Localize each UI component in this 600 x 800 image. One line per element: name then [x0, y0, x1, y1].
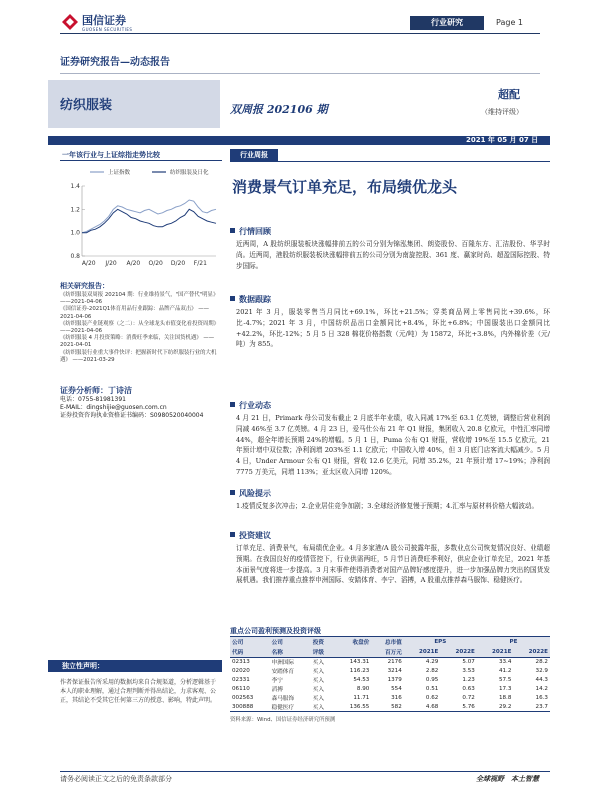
- table-cell: 1379: [387, 677, 402, 683]
- table-cell: 0.62: [425, 695, 439, 701]
- table-cell: 554: [391, 686, 402, 692]
- table-cell: 1.23: [462, 677, 475, 683]
- table-header: 2021E: [404, 647, 441, 658]
- table-row: [230, 685, 550, 694]
- table-header: 公司: [270, 637, 311, 648]
- table-cell: 买入: [312, 669, 324, 675]
- table-header: EPS: [404, 637, 477, 648]
- table-cell: 4.68: [404, 703, 441, 712]
- table-header: 收盘价: [335, 637, 372, 648]
- table-cell: 0.63: [462, 686, 475, 692]
- y-tick-label: 0.8: [70, 253, 80, 260]
- footer-divider: [60, 771, 550, 772]
- rating: 超配: [498, 88, 520, 101]
- table-cell: 16.3: [535, 695, 548, 701]
- table-header: 名称: [270, 647, 311, 658]
- table-cell: 316: [391, 695, 402, 701]
- table-row: [230, 703, 550, 712]
- type-tag: 行业周报: [230, 149, 278, 161]
- table-cell: 2.82: [425, 668, 439, 674]
- section-body: 1.疫情反复多次冲击；2.企业居住竞争加剧；3.全球经济修复慢于预期；4.汇率与原材料价格大幅波动。: [236, 502, 539, 510]
- section-investment-advice: [230, 530, 550, 586]
- table-cell: 17.3: [498, 686, 512, 692]
- table-cell: 3.53: [462, 668, 475, 674]
- analyst-email[interactable]: E-MAIL：dingshijie@guosen.com.cn: [60, 404, 167, 411]
- table-cell: 0.51: [425, 686, 439, 692]
- table-cell: 136.55: [335, 703, 372, 712]
- logo-name-en: GUOSEN SECURITIES: [82, 27, 133, 32]
- table-cell: 02020: [232, 668, 250, 674]
- sector-name: 纺织服装: [60, 98, 113, 113]
- table-cell: 33.4: [498, 659, 512, 666]
- related-reports-list: [60, 292, 222, 364]
- table-header: 总市值: [371, 637, 403, 648]
- table-cell: 5.76: [440, 703, 477, 712]
- table-cell: 买入: [311, 703, 335, 712]
- x-tick-label: A/20: [81, 260, 96, 267]
- x-tick-label: J/20: [105, 260, 117, 267]
- related-report[interactable]: 《国信证券-2021Q1体育用品行业跟踪：品牌产品双击》 ——2021-04-06: [60, 306, 210, 320]
- section-divider: [60, 73, 540, 74]
- table-header-row: [230, 647, 550, 658]
- report-type: 证券研究报告—动态报告: [60, 57, 170, 68]
- table-cell: 54.53: [353, 677, 370, 683]
- table-cell: 28.2: [535, 659, 548, 666]
- bullet-icon: [230, 228, 235, 233]
- table-cell: 申洲国际: [271, 660, 294, 667]
- related-report[interactable]: 《纺织服装产业链观察（之二）：从全球龙头市值变化看投资周期》 ——2021-04-06: [60, 320, 221, 335]
- table-header: 2022E: [440, 647, 477, 658]
- table-row: [230, 658, 550, 667]
- table-cell: 买入: [312, 678, 324, 684]
- y-tick-label: 1.4: [70, 183, 80, 190]
- table-cell: 11.71: [353, 695, 370, 701]
- table-cell: 06110: [232, 686, 250, 692]
- logo-name: 国信证券: [82, 14, 126, 27]
- analyst-phone: 电话：0755-81981391: [60, 396, 126, 403]
- section-body: 近两周，A 股纺织服装板块涨幅排前五的公司分别为锦泓集团、朗姿股份、百隆东方、汇洁股份、华孚时尚。近两周，港股纺织服装板块涨幅排前五的公司分别为南旋控股、361 度、赢家时尚、超盈国际控股、特步国际。: [236, 240, 550, 270]
- disclaimer-text: 作者保证报告所采用的数据均来自合规渠道，分析逻辑基于本人的职业理解，通过合理判断并得出结论，力求客观、公正，其结论不受其它任何第三方的授意、影响，特此声明。: [60, 679, 217, 704]
- related-reports-title: 相关研究报告：: [60, 282, 109, 290]
- table-header: 百万元: [371, 647, 403, 658]
- section-title: 行情回顾: [230, 226, 550, 237]
- table-title: 重点公司盈利预测及投资评级: [230, 627, 321, 635]
- bullet-icon: [230, 402, 235, 407]
- table-cell: 14.2: [535, 686, 548, 692]
- analyst-info: [60, 386, 222, 420]
- table-header: 2021E: [477, 647, 514, 658]
- table-row: [230, 667, 550, 676]
- y-tick-label: 1.0: [70, 229, 80, 237]
- table-cell: 8.90: [356, 686, 370, 692]
- table-row: [230, 676, 550, 685]
- header-divider: [60, 33, 540, 34]
- forecast-table: [230, 636, 550, 712]
- table-cell: 44.3: [535, 677, 548, 683]
- table-cell: 0.95: [425, 677, 439, 683]
- section-risks: [230, 488, 550, 512]
- x-tick-label: D/20: [170, 260, 186, 267]
- table-cell: 116.23: [349, 668, 370, 674]
- legend-label: 纺织服装及日化: [170, 170, 209, 176]
- chart-title: 一年该行业与上证综指走势比较: [62, 150, 160, 159]
- legend-label: 上证指数: [108, 170, 131, 176]
- section-title: 风险提示: [230, 488, 550, 499]
- related-report[interactable]: 《纺织服装双周报 202104 期：行业维持景气，"国产替代"明显》 ——2021-04-06: [60, 292, 221, 306]
- section-title: 投资建议: [230, 530, 550, 541]
- section-data-tracking: [230, 294, 550, 350]
- section-body: 4 月 21 日，Primark 母公司发布截止 2 月底半年业绩，收入同减 17%至 63.1 亿英镑，调整后营业利润同减 46%至 3.7 亿英镑。4 月 23 日，爱马仕公布 21 年 Q1 财报，集团收入 20.8 亿欧元，中性汇率同增 44%，超全年增长预期 24%的增幅。5 月 1 日，Puma 公布 Q1 财报，营收增 19%至 15.5 亿欧元，21 年预计增中双位数；净利润增 203%至 1.1 亿欧元；中国收入增 40%，但 3 月底门店客流大幅减少。5 月 4 日，Under Armour 公布 Q1 财报，营收 12.6 亿美元，同增 35.2%，21 年预计增 17~19%；净利润 7775 万美元，同增 113%；亚太区收入同增 120%。: [236, 414, 550, 476]
- series-line: [82, 209, 216, 232]
- table-cell: 3214: [387, 668, 402, 674]
- table-cell: 18.8: [498, 695, 512, 701]
- section-industry-news: [230, 400, 550, 478]
- report-title: 双周报 202106 期: [230, 103, 328, 116]
- table-cell: 森马服饰: [271, 696, 294, 702]
- table-cell: 2176: [387, 659, 402, 666]
- section-title: 数据跟踪: [230, 294, 550, 305]
- table-cell: 李宁: [271, 678, 283, 684]
- table-source: 资料来源：Wind、国信证券经济研究所预测: [230, 717, 336, 723]
- series-line: [82, 200, 216, 233]
- index-comparison-chart: [60, 164, 222, 272]
- footer-disclaimer: 请务必阅读正文之后的免责条款部分: [60, 775, 172, 783]
- logo-icon: [60, 12, 80, 32]
- y-tick-label: 1.2: [70, 206, 80, 214]
- table-header: 2022E: [513, 647, 550, 658]
- table-cell: 23.7: [513, 703, 550, 712]
- table-cell: 买入: [312, 660, 324, 667]
- table-cell: 买入: [312, 687, 324, 693]
- logo: [60, 12, 170, 42]
- table-cell: 买入: [312, 696, 324, 702]
- related-report[interactable]: 《纺织服装行业重大事件快评：把握新时代下纺织服装行业的大机遇》 ——2021-03-29: [60, 349, 217, 363]
- table-cell: 002563: [232, 695, 254, 701]
- table-header: 代码: [230, 647, 270, 658]
- x-tick-label: A/20: [126, 260, 141, 267]
- related-report[interactable]: 《纺织服装 4 月投资策略：消费旺季来临，关注国货机遇》 ——2021-04-01: [60, 335, 215, 349]
- table-cell: 41.2: [498, 668, 512, 674]
- table-cell: 稳健医疗: [270, 703, 311, 712]
- headline: 消费景气订单充足，布局绩优龙头: [232, 178, 458, 196]
- table-cell: 4.29: [425, 659, 439, 666]
- table-header: [335, 647, 372, 658]
- report-date: 2021 年 05 月 07 日: [466, 136, 539, 144]
- footer-slogan: 全球视野 本土智慧: [476, 774, 539, 783]
- table-cell: 0.72: [462, 695, 475, 701]
- bullet-icon: [230, 490, 235, 495]
- section-body: 2021 年 3 月，服装零售当月同比+69.1%，环比+21.5%；穿类商品网上零售同比+39.6%，环比-4.7%；2021 年 3 月，中国纺织品出口金额同比+8.4%，环比+6.8%；中国服装出口金额同比+42.2%，环比-12%；5 月 5 日 328 棉花价格指数（元/吨）为 15872，环比+3.8%，内外棉价差（元/吨）为 855。: [236, 308, 550, 349]
- table-cell: 02331: [232, 677, 250, 683]
- table-cell: 滔搏: [271, 687, 283, 693]
- table-header-row: [230, 637, 550, 648]
- bullet-icon: [230, 532, 235, 537]
- table-cell: 57.5: [498, 677, 512, 683]
- type-divider: [230, 161, 550, 162]
- rating-note: （维持评级）: [481, 108, 523, 116]
- table-row: [230, 694, 550, 703]
- page-number: Page 1: [496, 18, 523, 27]
- table-header: PE: [477, 637, 550, 648]
- table-header: 评级: [311, 647, 335, 658]
- table-cell: 32.9: [535, 668, 548, 674]
- header-tag: 行业研究: [410, 16, 484, 30]
- table-cell: 582: [371, 703, 403, 712]
- table-cell: 300888: [230, 703, 270, 712]
- table-cell: 5.07: [462, 659, 475, 666]
- table-cell: 29.2: [477, 703, 514, 712]
- table-header: 投资: [311, 637, 335, 648]
- x-tick-label: F/21: [193, 260, 207, 267]
- bullet-icon: [230, 296, 235, 301]
- disclaimer-title: 独立性声明：: [62, 662, 104, 670]
- table-cell: 安踏体育: [271, 669, 294, 675]
- table-cell: 143.31: [349, 659, 370, 666]
- section-body: 订单充足、消费景气，布局绩优企业。4 月多家港/A 股公司披露年报，多数业点公司恢复情况良好、业绩超预期。在我国良好的疫情管控下，行业供需两旺，5 月节日消费旺季利好，供应企业订单充足，2021 年基本面景气度将进一步提高。3 月末事件使得消费者对国产品牌好感度提升，进一步加强品牌力突出的国货发展机遇。我们推荐重点推荐申洲国际、安踏体育、李宁、滔搏，A 股重点推荐森马服饰、稳健医疗。: [236, 544, 550, 585]
- analyst-cert: 证券投资咨询执业资格证书编码：S0980520040004: [60, 412, 204, 419]
- analyst-name: 丁诗洁: [108, 385, 132, 395]
- section-title: 行业动态: [230, 400, 550, 411]
- section-market-review: [230, 226, 550, 271]
- table-header: 公司: [230, 637, 270, 648]
- table-cell: 02313: [232, 659, 250, 666]
- analyst-label: 证券分析师：: [60, 385, 108, 395]
- x-tick-label: O/20: [148, 260, 163, 267]
